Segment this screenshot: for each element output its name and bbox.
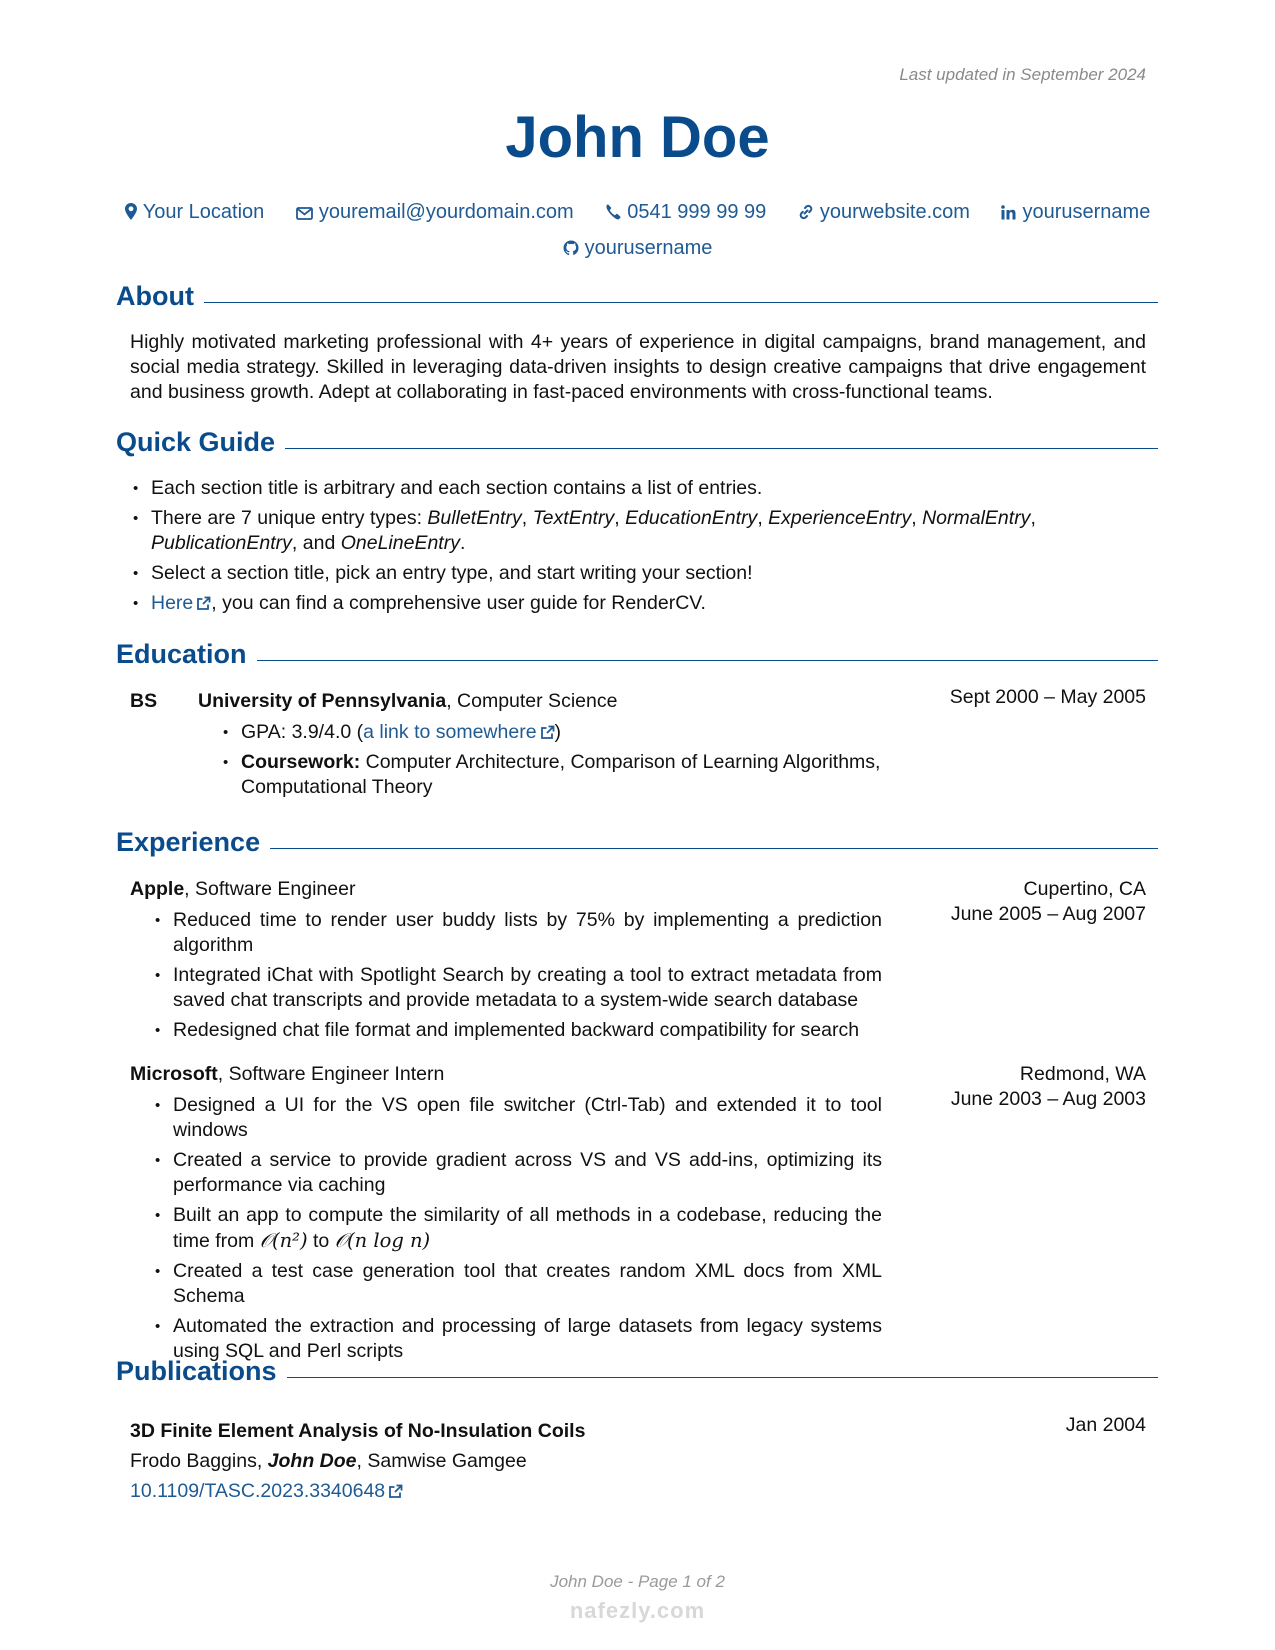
person-name: John Doe (505, 105, 770, 170)
contact-location[interactable] (125, 194, 265, 230)
company-name: Apple (130, 878, 185, 900)
highlight-text: Reduced time to render user buddy lists by 75% by implementing a prediction algorithm (173, 909, 882, 956)
list-item (152, 1148, 882, 1198)
map-pin-icon (125, 203, 137, 220)
education-area: , Computer Science (446, 690, 618, 712)
contact-website-text: yourwebsite.com (819, 201, 970, 223)
contact-location-text: Your Location (142, 201, 265, 223)
section-rule (270, 848, 1158, 850)
contact-github[interactable] (563, 230, 713, 266)
job-heading (130, 877, 882, 902)
job-location: Redmond, WA (1019, 1063, 1146, 1085)
section-rule (287, 1377, 1158, 1379)
guide-item-2-prefix: There are 7 unique entry types: (151, 507, 428, 529)
external-link-icon (196, 596, 211, 611)
somewhere-link[interactable]: a link to somewhere (363, 721, 537, 743)
guide-item-1: Each section title is arbitrary and each section contains a list of entries. (151, 477, 763, 499)
institution-name: University of Pennsylvania (198, 690, 447, 712)
complexity-to-word: to (307, 1230, 335, 1252)
publications-section-title (116, 1356, 1158, 1387)
paper-authors (130, 1446, 882, 1476)
highlight-text: Created a service to provide gradient across VS and VS add-ins, optimizing its performance via caching (173, 1149, 882, 1196)
entry-type: OneLineEntry (340, 532, 460, 554)
list-item (130, 561, 1146, 586)
complexity-from: 𝒪(n²) (259, 1229, 308, 1252)
experience-title-text: Experience (116, 827, 261, 857)
coursework-label: Coursework: (241, 751, 361, 773)
company-name: Microsoft (130, 1063, 218, 1085)
contact-email[interactable] (296, 194, 574, 230)
quick-guide-list (130, 476, 1146, 621)
degree-label: BS (130, 690, 158, 712)
entry-type: EducationEntry (625, 507, 758, 529)
entry-type: BulletEntry (427, 507, 522, 529)
about-section-title (116, 281, 1158, 312)
education-heading (198, 689, 888, 714)
guide-item-4-rest: , you can find a comprehensive user guide for RenderCV. (211, 592, 706, 614)
highlight-text: Designed a UI for the VS open file switcher (Ctrl-Tab) and extended it to tool windows (173, 1094, 882, 1141)
experience-section-title (116, 827, 1158, 858)
external-link-icon (540, 725, 555, 740)
list-item (152, 1093, 882, 1143)
job-dates: June 2003 – Aug 2003 (950, 1088, 1146, 1110)
quick-guide-section-title (116, 427, 1158, 458)
envelope-icon (296, 207, 313, 220)
github-icon (563, 240, 579, 256)
entry-type: ExperienceEntry (768, 507, 912, 529)
list-item (152, 1203, 882, 1254)
list-item (152, 1259, 882, 1309)
linkedin-icon (1001, 205, 1016, 220)
job-dates: June 2005 – Aug 2007 (950, 903, 1146, 925)
page-footer: John Doe - Page 1 of 2 (550, 1572, 725, 1591)
last-updated: Last updated in September 2024 (899, 65, 1146, 84)
doi-link[interactable]: 10.1109/TASC.2023.3340648 (130, 1480, 386, 1502)
external-link-icon (388, 1484, 403, 1499)
list-item (130, 476, 1146, 501)
author-self: John Doe (267, 1450, 357, 1472)
list-item (130, 591, 1146, 616)
job-location: Cupertino, CA (1023, 878, 1146, 900)
user-guide-link[interactable]: Here (151, 592, 194, 614)
education-dates: Sept 2000 – May 2005 (949, 686, 1146, 708)
list-item (152, 963, 882, 1013)
contact-linkedin[interactable] (1001, 194, 1150, 230)
job-position: , Software Engineer (184, 878, 356, 900)
list-item (220, 750, 888, 800)
guide-item-3: Select a section title, pick an entry type, and start writing your section! (151, 562, 753, 584)
contact-github-text: yourusername (584, 237, 713, 259)
entry-type: NormalEntry (922, 507, 1031, 529)
publication-date: Jan 2004 (1065, 1414, 1146, 1436)
gpa-suffix: ) (554, 721, 562, 743)
entry-type: PublicationEntry (151, 532, 292, 554)
watermark: nafezly.com (569, 1598, 706, 1623)
highlight-text: Redesigned chat file format and implemented backward compatibility for search (173, 1019, 860, 1041)
highlight-text: Automated the extraction and processing of large datasets from legacy systems using SQL and Perl scripts (173, 1315, 882, 1362)
contact-phone[interactable] (605, 194, 766, 230)
section-rule (285, 448, 1158, 450)
microsoft-meta (951, 1062, 1146, 1112)
complexity-to: 𝒪(n log n) (334, 1229, 431, 1252)
phone-icon (605, 204, 621, 220)
list-item (220, 720, 888, 745)
about-text: Highly motivated marketing professional with 4+ years of experience in digital campaigns, brand management, and social media strategy. Skilled in leveraging data-driven insights to design creative campaigns that drive engagement and business growth. Adept at collaborating in fast-paced environments with cross-functional teams. (130, 331, 1146, 403)
coursework-text: Computer Architecture, Comparison of Learning Algorithms, Computational Theory (241, 751, 881, 798)
section-rule (257, 660, 1158, 662)
list-item (152, 908, 882, 958)
contact-bar (0, 194, 1275, 266)
publication-entry (130, 1416, 882, 1506)
guide-item-2-and: , and (291, 532, 341, 554)
highlight-text: Built an app to compute the similarity of all methods in a codebase, reducing the time from (173, 1204, 882, 1252)
education-entry (198, 689, 888, 805)
experience-entry-apple (130, 877, 882, 1048)
education-section-title (116, 639, 1158, 670)
entry-type: TextEntry (532, 507, 615, 529)
paper-doi-row (130, 1476, 882, 1506)
list-item (152, 1018, 882, 1043)
link-icon (798, 204, 814, 220)
contact-email-text: youremail@yourdomain.com (318, 201, 574, 223)
publications-title-text: Publications (116, 1356, 277, 1386)
list-item: • There are 7 unique entry types: BulletEntry, TextEntry, EducationEntry, ExperienceEntry, NormalEntry, PublicationEntry, and OneLineEntry. (130, 506, 1146, 556)
about-title-text: About (116, 281, 194, 311)
paper-title: 3D Finite Element Analysis of No-Insulation Coils (130, 1420, 586, 1442)
experience-entry-microsoft (130, 1062, 882, 1369)
contact-website[interactable] (798, 194, 970, 230)
apple-meta (951, 877, 1146, 927)
job-heading (130, 1062, 882, 1087)
author-text: Frodo Baggins, (130, 1450, 268, 1472)
education-title-text: Education (116, 639, 247, 669)
author-text: , Samwise Gamgee (356, 1450, 527, 1472)
job-position: , Software Engineer Intern (217, 1063, 445, 1085)
contact-linkedin-text: yourusername (1022, 201, 1151, 223)
section-rule (204, 302, 1158, 304)
highlight-text: Created a test case generation tool that creates random XML docs from XML Schema (173, 1260, 882, 1307)
contact-phone-text: 0541 999 99 99 (627, 201, 767, 223)
highlight-text: Integrated iChat with Spotlight Search by creating a tool to extract metadata from saved chat transcripts and provide metadata to a system-wide search database (173, 964, 882, 1011)
gpa-prefix: GPA: 3.9/4.0 ( (241, 721, 364, 743)
quick-guide-title-text: Quick Guide (116, 427, 276, 457)
